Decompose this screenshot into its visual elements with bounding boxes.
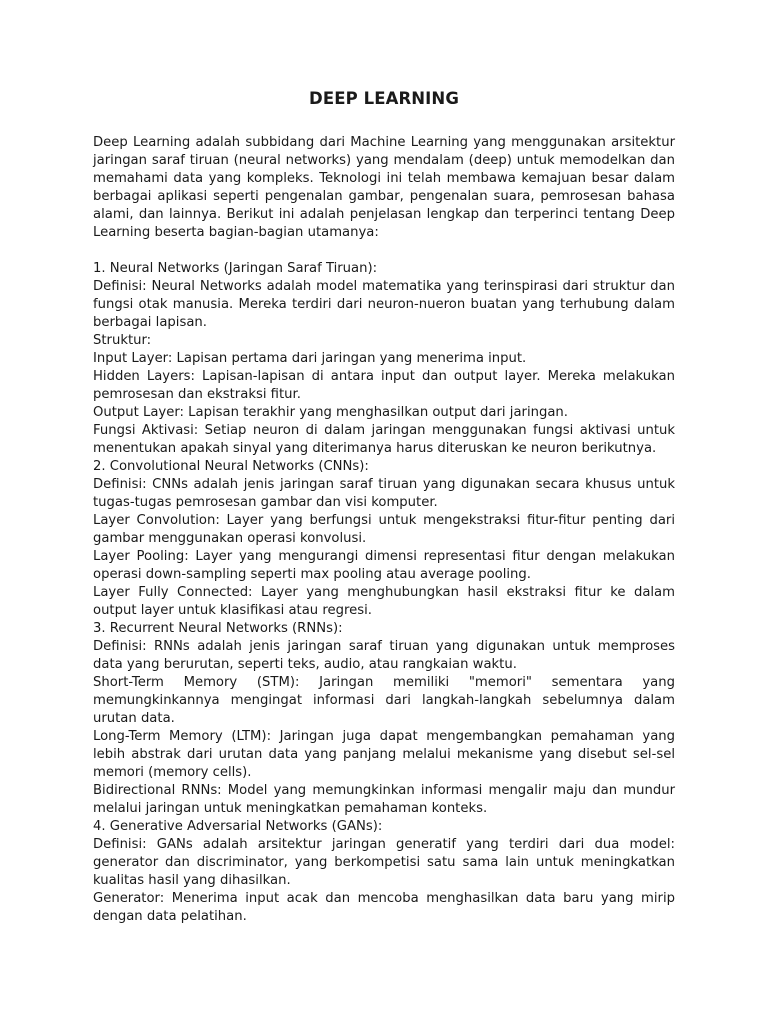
paragraph: Definisi: RNNs adalah jenis jaringan saraf tiruan yang digunakan untuk memproses data yang berurutan, seperti teks, audio, atau rangkaian waktu.	[93, 639, 675, 672]
section-heading-gans: 4. Generative Adversarial Networks (GANs):	[93, 819, 383, 834]
paragraph: Bidirectional RNNs: Model yang memungkinkan informasi mengalir maju dan mundur melalui jaringan untuk meningkatkan pemahaman konteks.	[93, 783, 675, 816]
section-heading-rnns: 3. Recurrent Neural Networks (RNNs):	[93, 621, 343, 636]
paragraph: Layer Convolution: Layer yang berfungsi untuk mengekstraksi fitur-fitur penting dari gambar menggunakan operasi konvolusi.	[93, 513, 675, 546]
body-content	[93, 260, 675, 926]
intro-paragraph: Deep Learning adalah subbidang dari Machine Learning yang menggunakan arsitektur jaringan saraf tiruan (neural networks) yang mendalam (deep) untuk memodelkan dan memahami data yang kompleks. Teknologi ini telah membawa kemajuan besar dalam berbagai aplikasi seperti pengenalan gambar, pengenalan suara, pemrosesan bahasa alami, dan lainnya. Berikut ini adalah penjelasan lengkap dan terperinci tentang Deep Learning beserta bagian-bagian utamanya:	[93, 135, 675, 240]
paragraph: Output Layer: Lapisan terakhir yang menghasilkan output dari jaringan.	[93, 405, 568, 420]
section-heading-neural-networks: 1. Neural Networks (Jaringan Saraf Tiruan):	[93, 261, 378, 276]
paragraph: Definisi: GANs adalah arsitektur jaringan generatif yang terdiri dari dua model: generator dan discriminator, yang berkompetisi satu sama lain untuk meningkatkan kualitas hasil yang dihasilkan.	[93, 837, 675, 888]
paragraph: Struktur:	[93, 333, 152, 348]
paragraph: Generator: Menerima input acak dan mencoba menghasilkan data baru yang mirip dengan data pelatihan.	[93, 891, 675, 924]
paragraph: Hidden Layers: Lapisan-lapisan di antara input dan output layer. Mereka melakukan pemrosesan dan ekstraksi fitur.	[93, 369, 675, 402]
section-heading-cnns: 2. Convolutional Neural Networks (CNNs):	[93, 459, 369, 474]
page-title: DEEP LEARNING	[309, 89, 459, 108]
paragraph: Fungsi Aktivasi: Setiap neuron di dalam jaringan menggunakan fungsi aktivasi untuk menentukan apakah sinyal yang diterimanya harus diteruskan ke neuron berikutnya.	[93, 423, 675, 456]
paragraph: Definisi: CNNs adalah jenis jaringan saraf tiruan yang digunakan secara khusus untuk tugas-tugas pemrosesan gambar dan visi komputer.	[93, 477, 675, 510]
paragraph: Definisi: Neural Networks adalah model matematika yang terinspirasi dari struktur dan fungsi otak manusia. Mereka terdiri dari neuron-nueron buatan yang terhubung dalam berbagai lapisan.	[93, 279, 675, 330]
paragraph: Layer Pooling: Layer yang mengurangi dimensi representasi fitur dengan melakukan operasi down-sampling seperti max pooling atau average pooling.	[93, 549, 675, 582]
paragraph-gap	[93, 242, 675, 260]
document-page	[93, 88, 675, 926]
paragraph: Long-Term Memory (LTM): Jaringan juga dapat mengembangkan pemahaman yang lebih abstrak dari urutan data yang panjang melalui mekanisme yang disebut sel-sel memori (memory cells).	[93, 729, 675, 780]
paragraph: Layer Fully Connected: Layer yang menghubungkan hasil ekstraksi fitur ke dalam output layer untuk klasifikasi atau regresi.	[93, 585, 675, 618]
paragraph: Input Layer: Lapisan pertama dari jaringan yang menerima input.	[93, 351, 527, 366]
paragraph: Short-Term Memory (STM): Jaringan memiliki "memori" sementara yang memungkinkannya mengingat informasi dari langkah-langkah sebelumnya dalam urutan data.	[93, 675, 675, 726]
